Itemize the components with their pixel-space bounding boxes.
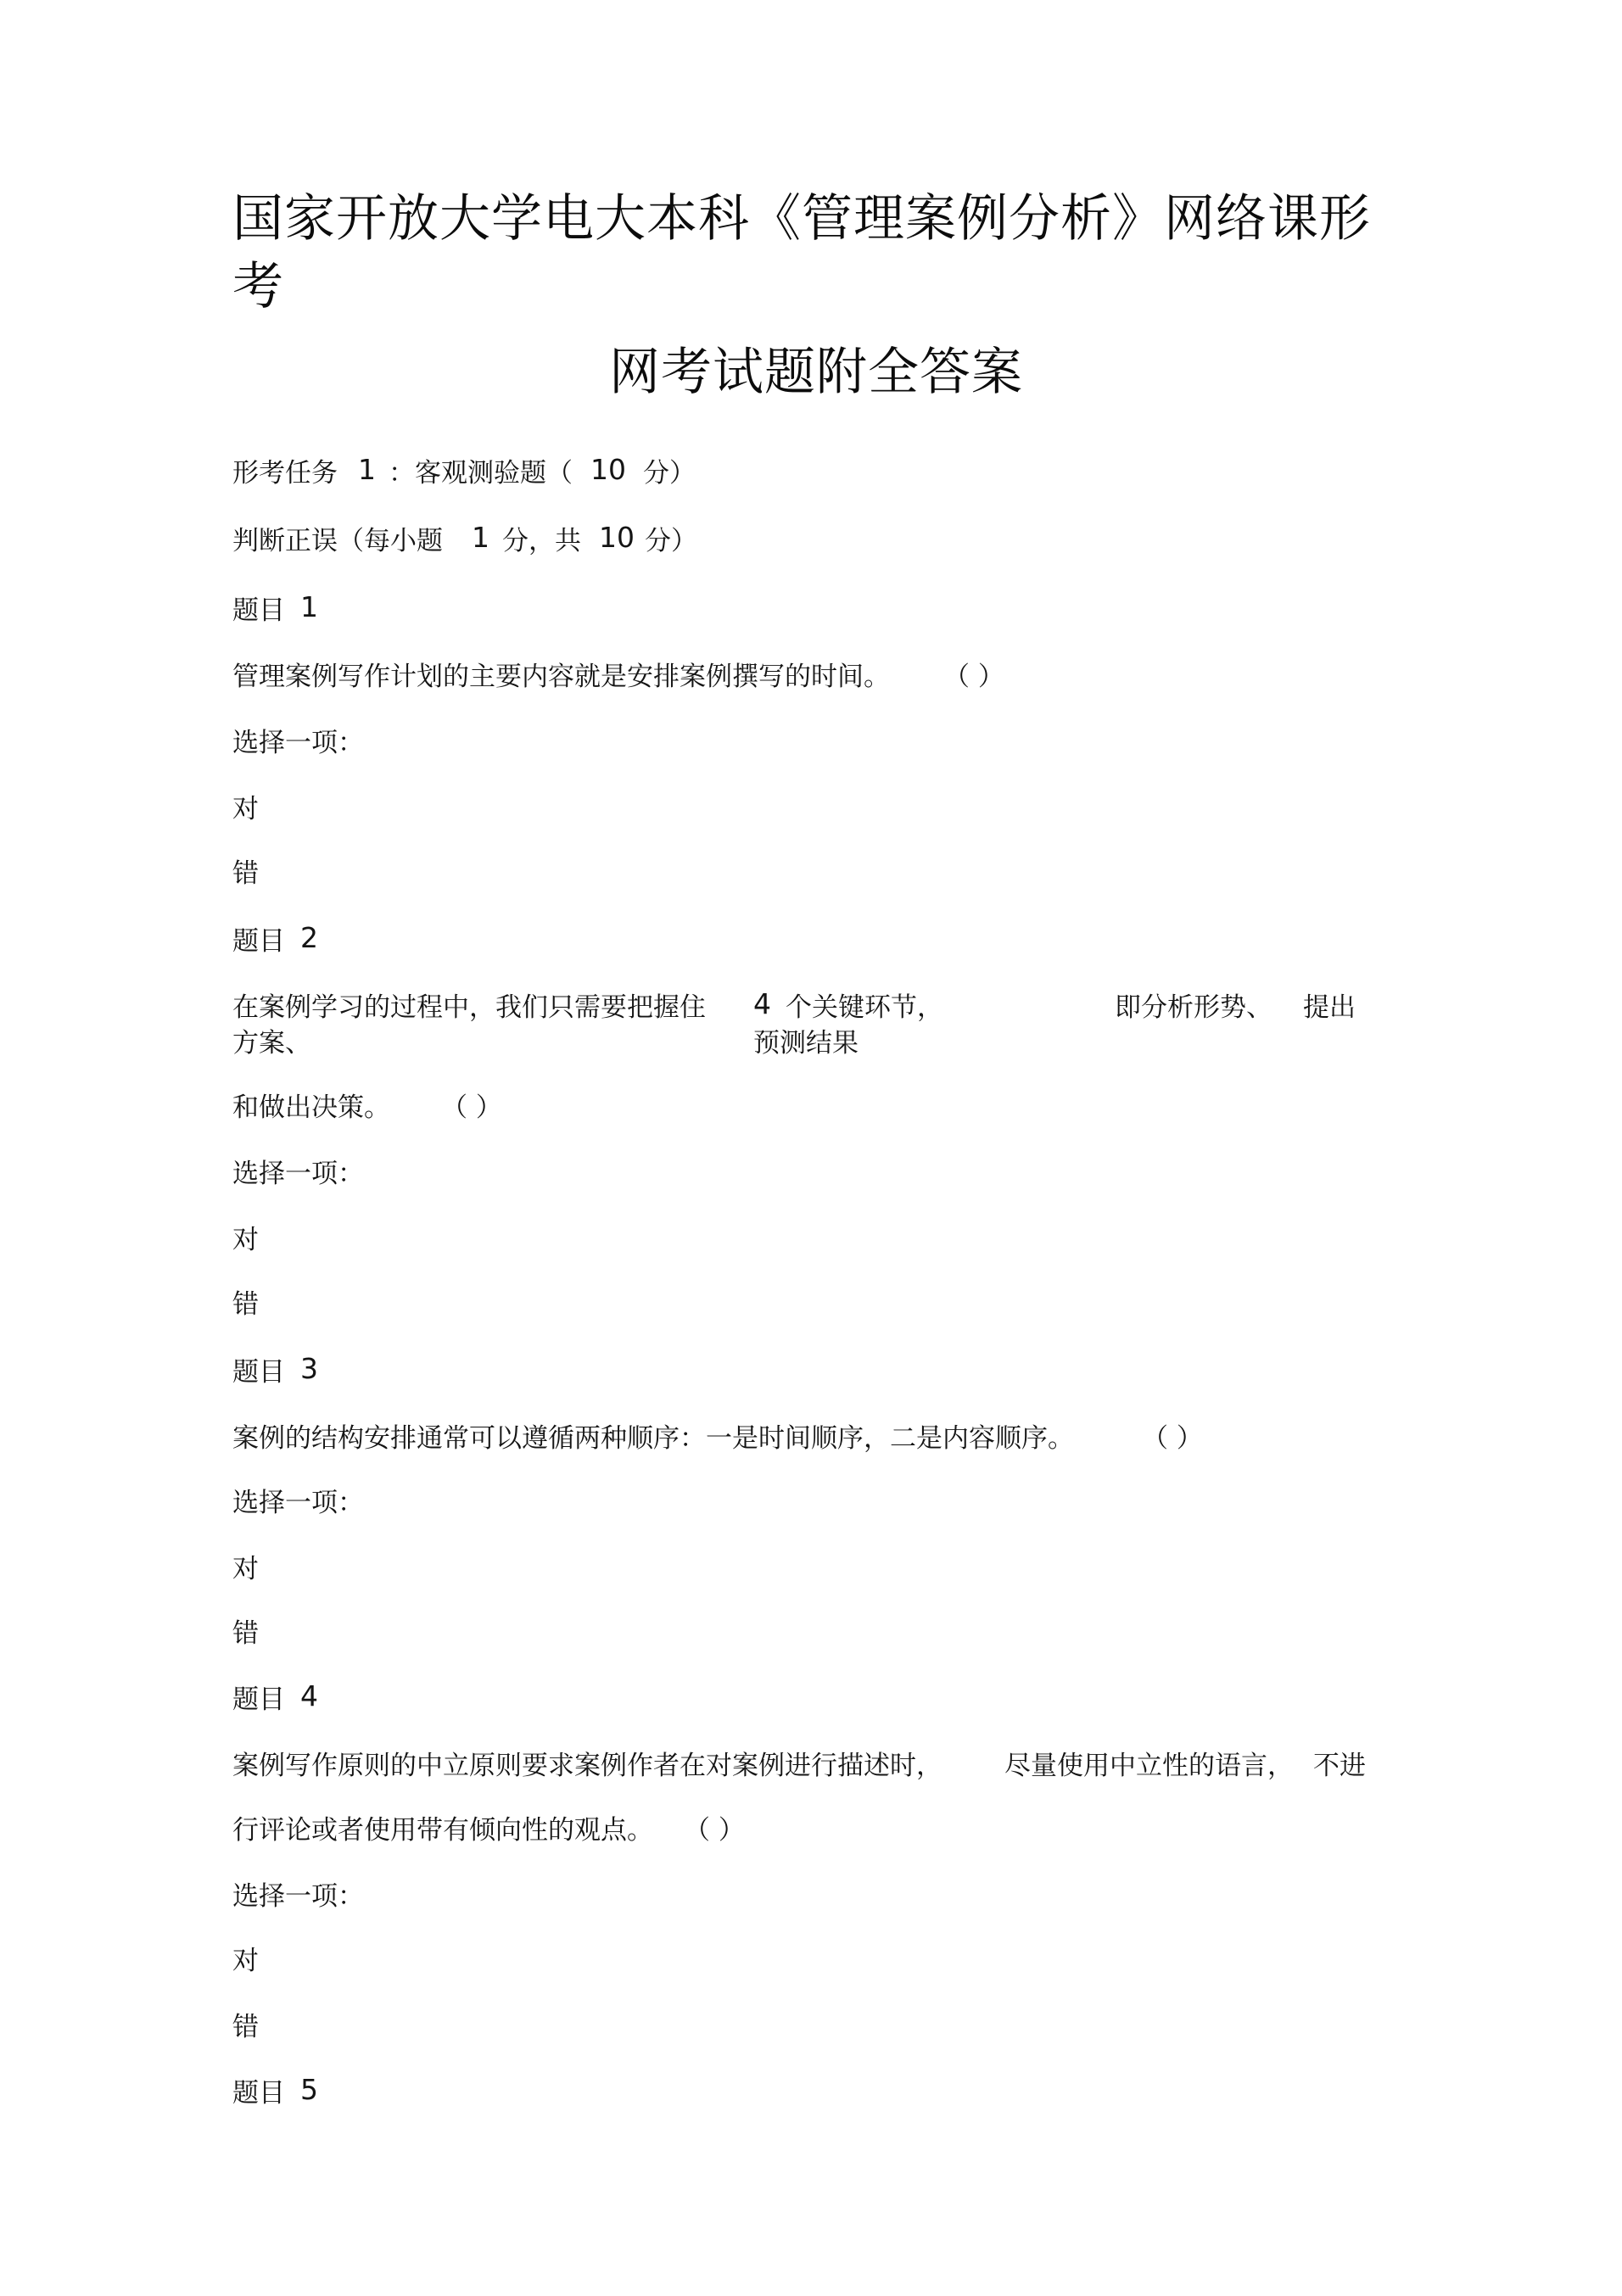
question-text-part-b2: 预测结果 — [753, 1028, 859, 1059]
task-score-unit: 分） — [643, 458, 696, 489]
section-label: 判断正误（每小题 — [232, 526, 443, 556]
section-end: 分） — [645, 526, 697, 556]
document-title-line1: 国家开放大学电大本科《管理案例分析》网络课形 — [232, 189, 1371, 249]
question-text-part-c: 不进 — [1313, 1751, 1366, 1781]
answer-parentheses: （ ） — [684, 1815, 745, 1846]
question-label: 题目 — [232, 1684, 285, 1715]
question-text-part-a: 在案例学习的过程中，我们只需要把握住 — [232, 992, 706, 1023]
option-false[interactable]: 错 — [232, 858, 259, 889]
task-label: 形考任务 — [232, 458, 338, 489]
question-number: 4 — [300, 1679, 318, 1712]
question-text: 管理案例写作计划的主要内容就是安排案例撰写的时间。 — [232, 662, 890, 692]
option-false[interactable]: 错 — [232, 2012, 259, 2042]
option-false[interactable]: 错 — [232, 1618, 259, 1649]
question-text-part-a2: 方案、 — [232, 1028, 311, 1059]
question-label: 题目 — [232, 595, 285, 626]
answer-parentheses: （ ） — [1142, 1423, 1203, 1454]
question-text-part-d: 行评论或者使用带有倾向性的观点。 — [232, 1815, 653, 1846]
document-subtitle: 网考试题附全答案 — [609, 343, 1023, 402]
question-label: 题目 — [232, 2078, 285, 2109]
section-per-question: 1 — [472, 521, 489, 554]
section-total: 10 — [599, 521, 635, 554]
question-text-part-a: 案例写作原则的中立原则要求案例作者在对案例进行描述时， — [232, 1751, 942, 1781]
task-rest: ：客观测验题（ — [389, 458, 573, 489]
section-mid: 分，共 — [502, 526, 581, 556]
task-number: 1 — [358, 453, 376, 486]
option-true[interactable]: 对 — [232, 1225, 259, 1255]
choice-prompt: 选择一项： — [232, 1159, 364, 1189]
question-text-part-b: 个关键环节， — [786, 992, 943, 1023]
option-true[interactable]: 对 — [232, 1554, 259, 1584]
question-text-part-e: 和做出决策。 — [232, 1092, 390, 1123]
option-false[interactable]: 错 — [232, 1289, 259, 1320]
document-title-line2: 考 — [232, 257, 284, 316]
question-label: 题目 — [232, 1357, 285, 1388]
question-text-part-c: 即分析形势、 — [1115, 992, 1272, 1023]
question-text-part-d: 提出 — [1303, 992, 1356, 1023]
task-score: 10 — [590, 453, 626, 486]
question-text-part-b: 尽量使用中立性的语言， — [1004, 1751, 1294, 1781]
question-number: 5 — [300, 2073, 318, 2106]
question-text-number: 4 — [753, 987, 771, 1020]
choice-prompt: 选择一项： — [232, 728, 364, 758]
question-number: 1 — [300, 590, 318, 623]
choice-prompt: 选择一项： — [232, 1488, 364, 1518]
choice-prompt: 选择一项： — [232, 1881, 364, 1912]
option-true[interactable]: 对 — [232, 794, 259, 824]
question-number: 2 — [300, 921, 318, 954]
option-true[interactable]: 对 — [232, 1946, 259, 1976]
question-label: 题目 — [232, 926, 285, 957]
question-number: 3 — [300, 1352, 318, 1385]
question-text: 案例的结构安排通常可以遵循两种顺序：一是时间顺序，二是内容顺序。 — [232, 1423, 1074, 1454]
answer-parentheses: （ ） — [441, 1092, 502, 1123]
answer-parentheses: （ ） — [943, 662, 1004, 692]
